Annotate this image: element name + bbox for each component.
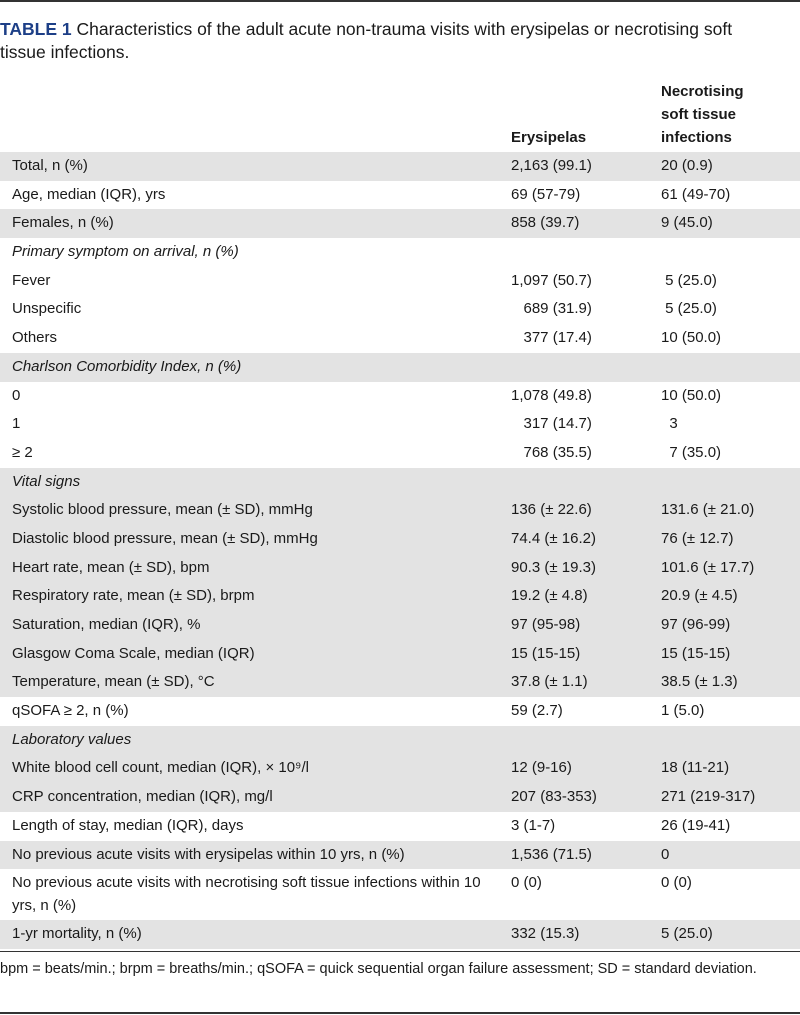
table-row: [0, 181, 800, 210]
section-row: [0, 468, 800, 497]
nsti-value: 26 (19-41): [661, 816, 731, 834]
row-label: CRP concentration, median (IQR), mg/l: [12, 788, 273, 806]
erysipelas-value: 0 (0): [511, 874, 542, 892]
table-row: [0, 920, 800, 949]
erysipelas-value: 207 (83-353): [511, 788, 597, 806]
erysipelas-value: 136 (± 22.6): [511, 501, 592, 519]
table-row: [0, 410, 800, 439]
row-label: Systolic blood pressure, mean (± SD), mmHg: [12, 501, 313, 519]
row-label: Heart rate, mean (± SD), bpm: [12, 558, 210, 576]
erysipelas-value: 2,163 (99.1): [511, 157, 592, 174]
row-label: 1: [12, 415, 21, 433]
erysipelas-value: 69 (57-79): [511, 185, 581, 203]
table-row: [0, 324, 800, 353]
table-row: [0, 439, 800, 468]
row-label: Fever: [12, 271, 51, 289]
row-label: 0: [12, 386, 21, 404]
table-row: [0, 869, 800, 920]
column-header-line: soft tissue: [661, 106, 737, 123]
row-label: Diastolic blood pressure, mean (± SD), mmHg: [12, 529, 318, 547]
table-row: [0, 582, 800, 611]
column-header-line: infections: [661, 129, 732, 146]
erysipelas-value: 12 (9-16): [511, 759, 572, 777]
nsti-value: 20.9 (± 4.5): [661, 587, 738, 605]
row-label: Females, n (%): [12, 214, 114, 232]
erysipelas-value: 90.3 (± 19.3): [511, 558, 596, 576]
erysipelas-value: 97 (95-98): [511, 616, 581, 633]
table-row: [0, 668, 800, 697]
table-bottom-rule: [0, 951, 800, 952]
table-caption: [0, 18, 780, 64]
erysipelas-value: 15 (15-15): [511, 644, 581, 662]
nsti-value: 10 (50.0): [661, 386, 722, 404]
row-label: Temperature, mean (± SD), °C: [12, 673, 215, 691]
table-row: [0, 554, 800, 583]
erysipelas-value: 332 (15.3): [511, 925, 580, 943]
nsti-value: 1 (5.0): [661, 702, 705, 720]
table-footnote: bpm = beats/min.; brpm = breaths/min.; qSOFA = quick sequential organ failure assessment; SD = standard deviation.: [0, 961, 757, 977]
table-row: [0, 611, 800, 640]
section-row: [0, 726, 800, 755]
row-label: qSOFA ≥ 2, n (%): [12, 702, 129, 720]
column-header-necrotising: [661, 80, 744, 149]
column-header-line: Necrotising: [661, 83, 744, 100]
erysipelas-value: 3 (1-7): [511, 816, 556, 834]
nsti-value: 38.5 (± 1.3): [661, 673, 738, 691]
table-row: [0, 295, 800, 324]
erysipelas-value: 377 (17.4): [511, 329, 592, 347]
row-label: Total, n (%): [12, 157, 88, 174]
nsti-value: 10 (50.0): [661, 329, 722, 347]
row-label: Age, median (IQR), yrs: [12, 185, 166, 203]
nsti-value: 61 (49-70): [661, 185, 731, 203]
row-label: Saturation, median (IQR), %: [12, 616, 201, 633]
row-label: No previous acute visits with necrotising soft tissue infections within 10 yrs, n (%): [12, 874, 481, 914]
row-label: No previous acute visits with erysipelas within 10 yrs, n (%): [12, 845, 405, 863]
table-row: [0, 640, 800, 669]
nsti-value: 5 (25.0): [661, 271, 717, 289]
nsti-value: 7 (35.0): [661, 443, 722, 461]
row-label: Others: [12, 329, 58, 347]
section-heading: Vital signs: [12, 472, 81, 490]
table-row: [0, 812, 800, 841]
row-label: Respiratory rate, mean (± SD), brpm: [12, 587, 255, 605]
table-row: [0, 382, 800, 411]
nsti-value: 271 (219-317): [661, 788, 756, 806]
section-heading: Charlson Comorbidity Index, n (%): [12, 357, 242, 375]
section-heading: Primary symptom on arrival, n (%): [12, 243, 239, 261]
table-row: [0, 783, 800, 812]
erysipelas-value: 768 (35.5): [511, 443, 592, 461]
nsti-value: 97 (96-99): [661, 616, 731, 633]
section-row: [0, 238, 800, 267]
nsti-value: 5 (25.0): [661, 925, 713, 943]
nsti-value: 18 (11-21): [661, 759, 730, 777]
erysipelas-value: 1,097 (50.7): [511, 271, 592, 289]
table-row: [0, 841, 800, 870]
nsti-value: 5 (25.0): [661, 300, 717, 318]
table-row: [0, 754, 800, 783]
section-heading: Laboratory values: [12, 730, 132, 748]
top-rule: [0, 0, 800, 2]
table-row: [0, 152, 800, 181]
column-header-erysipelas: Erysipelas: [511, 129, 587, 146]
row-label: White blood cell count, median (IQR), × 10⁹/l: [12, 759, 309, 777]
row-label: Unspecific: [12, 300, 82, 318]
erysipelas-value: 74.4 (± 16.2): [511, 529, 596, 547]
nsti-value: 9 (45.0): [661, 214, 713, 232]
table-label: TABLE 1: [0, 19, 72, 39]
nsti-value: 0: [661, 845, 670, 863]
table-body: [0, 152, 800, 949]
table-row: [0, 525, 800, 554]
table-header: [0, 82, 800, 152]
caption-text: Characteristics of the adult acute non-trauma visits with erysipelas or necrotising soft tissue infections.: [0, 19, 733, 62]
table-row: [0, 496, 800, 525]
row-label: Length of stay, median (IQR), days: [12, 816, 244, 834]
erysipelas-value: 19.2 (± 4.8): [511, 587, 588, 605]
row-label: 1-yr mortality, n (%): [12, 925, 142, 943]
section-row: [0, 353, 800, 382]
erysipelas-value: 59 (2.7): [511, 702, 563, 720]
nsti-value: 15 (15-15): [661, 644, 731, 662]
erysipelas-value: 858 (39.7): [511, 214, 580, 232]
row-label: Glasgow Coma Scale, median (IQR): [12, 644, 255, 662]
nsti-value: 3: [661, 415, 678, 433]
nsti-value: 76 (± 12.7): [661, 529, 734, 547]
erysipelas-value: 1,078 (49.8): [511, 386, 592, 404]
nsti-value: 131.6 (± 21.0): [661, 501, 755, 519]
bottom-rule: [0, 1012, 800, 1014]
erysipelas-value: 37.8 (± 1.1): [511, 673, 588, 691]
erysipelas-value: 689 (31.9): [511, 300, 592, 318]
erysipelas-value: 317 (14.7): [511, 415, 592, 433]
erysipelas-value: 1,536 (71.5): [511, 845, 592, 863]
table-row: [0, 697, 800, 726]
table-row: [0, 267, 800, 296]
row-label: ≥ 2: [12, 443, 33, 461]
nsti-value: 20 (0.9): [661, 157, 713, 174]
table-row: [0, 209, 800, 238]
nsti-value: 101.6 (± 17.7): [661, 558, 755, 576]
nsti-value: 0 (0): [661, 874, 692, 892]
